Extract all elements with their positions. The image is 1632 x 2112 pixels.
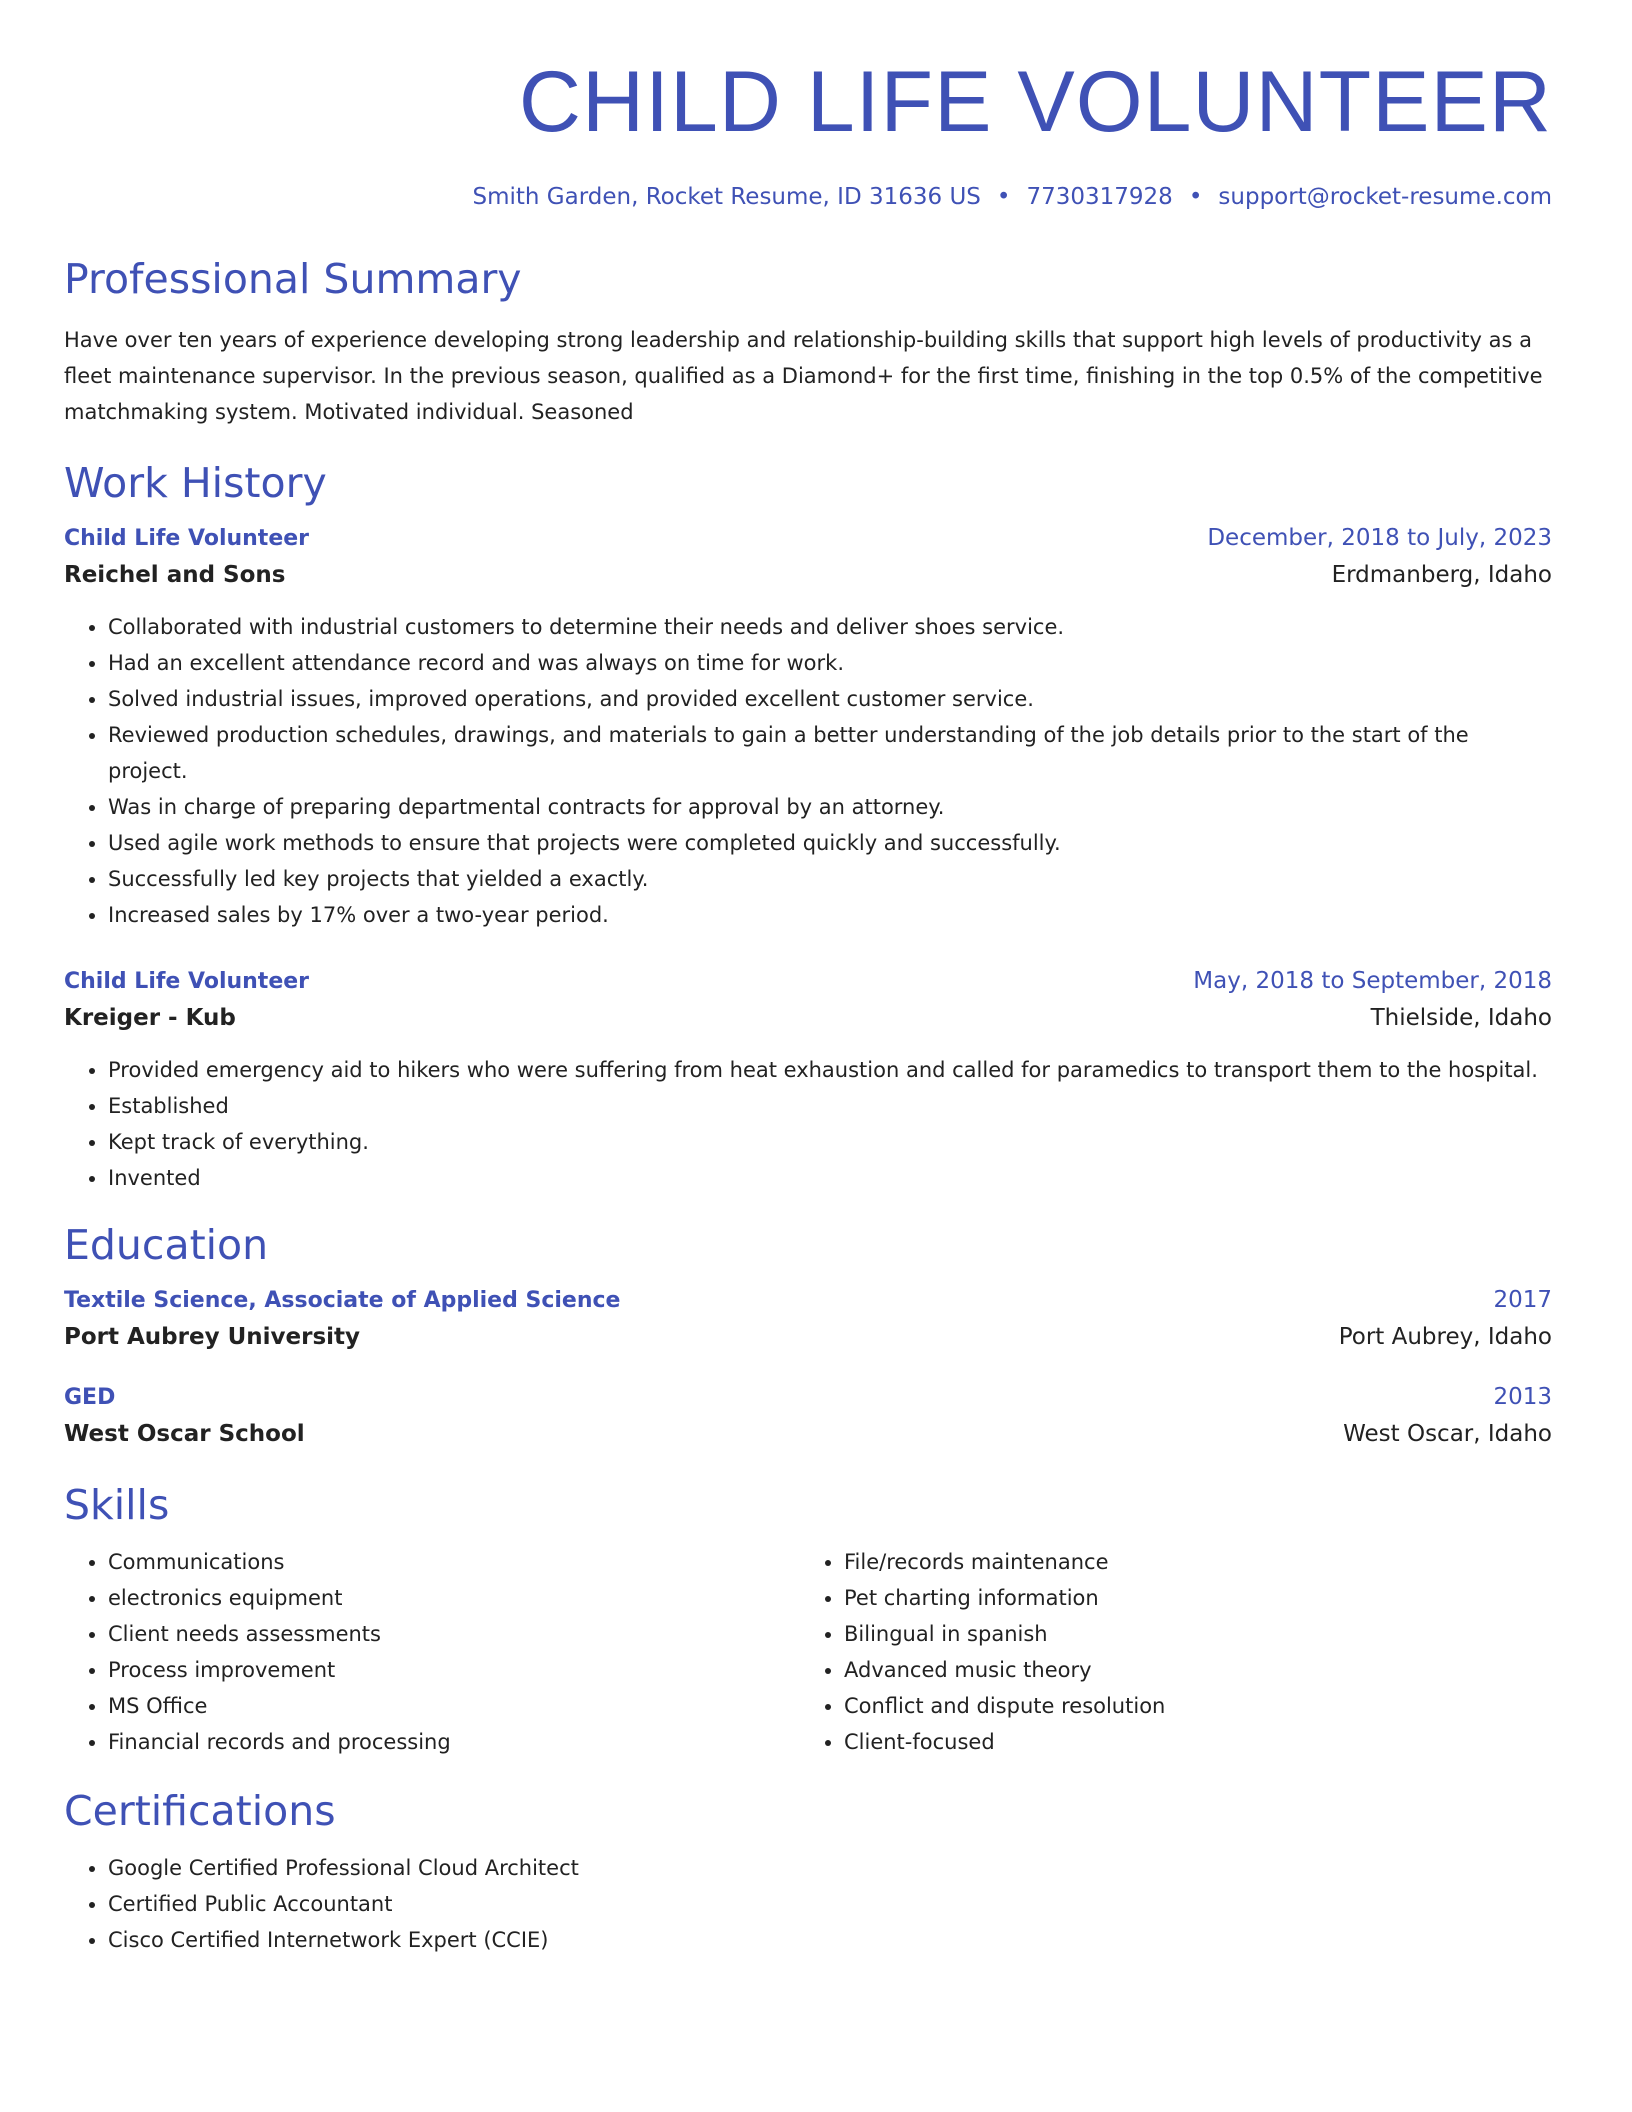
- education-heading: Education: [64, 1221, 269, 1269]
- job-title-row: [64, 965, 1552, 998]
- contact-phone: 7730317928: [1026, 184, 1173, 210]
- skill-item: • Client needs assessments: [108, 1616, 800, 1652]
- candidate-name: CHILD LIFE VOLUNTEER: [518, 54, 1552, 150]
- job-title: Child Life Volunteer: [64, 526, 310, 551]
- skill-item: • Advanced music theory: [844, 1652, 1536, 1688]
- education-degree: Textile Science, Associate of Applied Science: [64, 1288, 621, 1313]
- contact-address: Smith Garden, Rocket Resume, ID 31636 US: [472, 184, 981, 210]
- contact-separator: •: [996, 184, 1011, 210]
- resume-header: [64, 54, 1552, 212]
- skills-list-left: [64, 1544, 800, 1760]
- education-school-row: [64, 1317, 1552, 1357]
- certifications-heading: Certifications: [64, 1787, 336, 1835]
- job-dates: December, 2018 to July, 2023: [1207, 525, 1552, 551]
- job-bullet: • Established: [108, 1088, 1552, 1124]
- education-degree-row: [64, 1284, 1552, 1317]
- job-location: Thielside, Idaho: [1370, 1005, 1552, 1031]
- skill-item: • Bilingual in spanish: [844, 1616, 1536, 1652]
- job-bullets: [64, 1052, 1552, 1196]
- job-bullet: • Was in charge of preparing departmental contracts for approval by an attorney.: [108, 789, 1552, 825]
- certifications-list: [64, 1850, 1552, 1958]
- job-bullet: • Invented: [108, 1160, 1552, 1196]
- education-year: 2013: [1493, 1384, 1552, 1410]
- skill-item: • Process improvement: [108, 1652, 800, 1688]
- job-entry: [64, 522, 1552, 933]
- education-school: West Oscar School: [64, 1421, 305, 1447]
- job-company-row: [64, 555, 1552, 595]
- skill-item: • Financial records and processing: [108, 1724, 800, 1760]
- skill-item: • electronics equipment: [108, 1580, 800, 1616]
- job-company: Kreiger - Kub: [64, 1005, 236, 1031]
- skill-item: • Communications: [108, 1544, 800, 1580]
- education-degree: GED: [64, 1385, 116, 1410]
- skills-list-right: [800, 1544, 1536, 1760]
- skill-item: • MS Office: [108, 1688, 800, 1724]
- job-bullets: [64, 609, 1552, 933]
- contact-email: support@rocket-resume.com: [1218, 184, 1552, 210]
- education-location: West Oscar, Idaho: [1343, 1421, 1552, 1447]
- education-degree-row: [64, 1381, 1552, 1414]
- education-location: Port Aubrey, Idaho: [1338, 1324, 1552, 1350]
- work-history-heading: Work History: [64, 459, 327, 507]
- job-location: Erdmanberg, Idaho: [1331, 562, 1552, 588]
- certification-item: • Certified Public Accountant: [108, 1886, 1552, 1922]
- education-school: Port Aubrey University: [64, 1324, 361, 1350]
- skill-item: • Pet charting information: [844, 1580, 1536, 1616]
- job-company: Reichel and Sons: [64, 562, 286, 588]
- job-bullet: • Increased sales by 17% over a two-year period.: [108, 897, 1552, 933]
- certification-item: • Cisco Certified Internetwork Expert (CCIE): [108, 1922, 1552, 1958]
- contact-line: [64, 182, 1552, 212]
- skill-item: • Conflict and dispute resolution: [844, 1688, 1536, 1724]
- job-bullet: • Had an excellent attendance record and was always on time for work.: [108, 645, 1552, 681]
- summary-heading: Professional Summary: [64, 255, 522, 303]
- skills-columns: [64, 1544, 1552, 1760]
- job-dates: May, 2018 to September, 2018: [1193, 968, 1552, 994]
- job-bullet: • Kept track of everything.: [108, 1124, 1552, 1160]
- education-school-row: [64, 1414, 1552, 1454]
- job-bullet: • Collaborated with industrial customers to determine their needs and deliver shoes service.: [108, 609, 1552, 645]
- job-bullet: • Provided emergency aid to hikers who were suffering from heat exhaustion and called for paramedics to transport them to the hospital.: [108, 1052, 1552, 1088]
- skill-item: • Client-focused: [844, 1724, 1536, 1760]
- summary-text: Have over ten years of experience developing strong leadership and relationship-building skills that support high levels of productivity as a fleet maintenance supervisor. In the previous season, qualified as a Diamond+ for the first time, finishing in the top 0.5% of the competitive matchmaking system. Motivated individual. Seasoned: [64, 328, 1543, 424]
- job-bullet: • Used agile work methods to ensure that projects were completed quickly and successfully.: [108, 825, 1552, 861]
- job-bullet: • Solved industrial issues, improved operations, and provided excellent customer service.: [108, 681, 1552, 717]
- job-entry: [64, 965, 1552, 1196]
- certification-item: • Google Certified Professional Cloud Architect: [108, 1850, 1552, 1886]
- job-bullet: • Successfully led key projects that yielded a exactly.: [108, 861, 1552, 897]
- education-year: 2017: [1493, 1287, 1552, 1313]
- contact-separator: •: [1188, 184, 1203, 210]
- education-entry: [64, 1284, 1552, 1357]
- education-entry: [64, 1381, 1552, 1454]
- skill-item: • File/records maintenance: [844, 1544, 1536, 1580]
- job-bullet: • Reviewed production schedules, drawings, and materials to gain a better understanding of the job details prior to the start of the project.: [108, 717, 1552, 789]
- job-title-row: [64, 522, 1552, 555]
- skills-heading: Skills: [64, 1481, 170, 1529]
- job-title: Child Life Volunteer: [64, 969, 310, 994]
- job-company-row: [64, 998, 1552, 1038]
